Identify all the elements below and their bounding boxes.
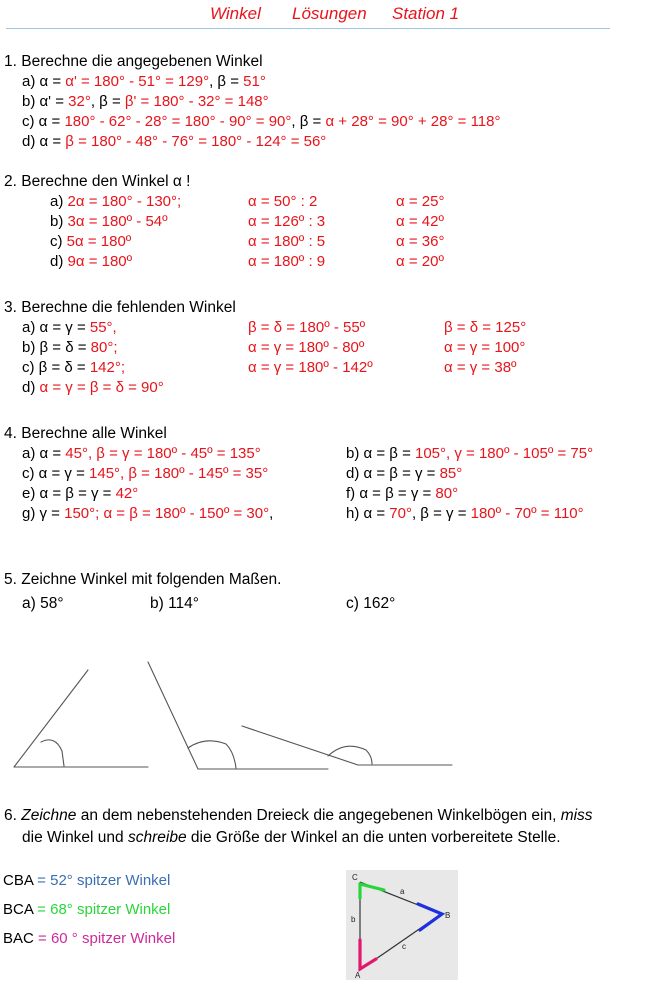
sketch-b-leg	[148, 662, 198, 769]
task2-row-c-result: α = 36°	[396, 233, 445, 250]
task2-row-a: a) 2α = 180° - 130°;	[50, 193, 182, 210]
task3-row-a: a) α = γ = 55°,	[22, 319, 117, 336]
task2-row-a-result: α = 25°	[396, 193, 445, 210]
task2-row-b: b) 3α = 180º - 54º	[50, 213, 168, 230]
task1-a: a) α = α' = 180° - 51° = 129°, β = 51°	[22, 73, 266, 90]
task2-row-d: d) 9α = 180º	[50, 253, 133, 270]
task3-row-b-result: α = γ = 100°	[444, 339, 526, 356]
task4-heading: 4. Berechne alle Winkel	[4, 425, 167, 442]
vertex-b-label: B	[445, 911, 451, 920]
sketch-c-leg	[242, 726, 358, 765]
task3-row-a-result: β = δ = 125°	[444, 319, 527, 336]
header-station: Station 1	[392, 4, 460, 23]
task1-d: d) α = β = 180° - 48° - 76° = 180° - 124° = 56°	[22, 133, 327, 150]
task3-row-b: b) β = δ = 80°;	[22, 339, 118, 356]
legend-bac: BAC = 60 ° spitzer Winkel	[3, 930, 176, 947]
task2-row-a-step: α = 50° : 2	[248, 193, 318, 210]
vertex-a-label: A	[355, 971, 361, 980]
task1-c: c) α = 180° - 62° - 28° = 180° - 90° = 90°, β = α + 28° = 90° + 28° = 118°	[22, 113, 501, 130]
sketch-a-leg	[14, 670, 88, 767]
header-title: Winkel	[210, 4, 261, 23]
angle-sketches	[0, 640, 648, 780]
task4-f: f) α = β = γ = 80°	[346, 485, 459, 502]
task6-line2: die Winkel und schreibe die Größe der Winkel an die unten vorbereitete Stelle.	[22, 829, 561, 846]
vertex-c-label: C	[352, 873, 358, 882]
side-a-label: a	[400, 887, 405, 896]
task2-row-b-step: α = 126º : 3	[248, 213, 326, 230]
task3-row-c-result: α = γ = 38º	[444, 359, 517, 376]
task2-row-c-step: α = 180º : 5	[248, 233, 326, 250]
sketch-c-arc	[328, 746, 372, 764]
task4-b: b) α = β = 105°, γ = 180º - 105º = 75°	[346, 445, 594, 462]
task4-g: g) γ = 150°; α = β = 180º - 150º = 30°,	[22, 505, 274, 522]
task3-heading: 3. Berechne die fehlenden Winkel	[4, 299, 236, 316]
legend-cba: CBA = 52° spitzer Winkel	[3, 872, 171, 889]
side-b-label: b	[351, 915, 356, 924]
task5-c: c) 162°	[346, 595, 396, 612]
header-divider	[6, 28, 610, 29]
task2-row-d-result: α = 20º	[396, 253, 444, 270]
sketch-a-arc	[41, 740, 64, 766]
header-subtitle: Lösungen	[292, 4, 367, 23]
task4-a: a) α = 45°, β = γ = 180º - 45º = 135°	[22, 445, 261, 462]
task2-row-d-step: α = 180º : 9	[248, 253, 326, 270]
side-c-label: c	[402, 942, 406, 951]
task3-row-c-step: α = γ = 180º - 142º	[248, 359, 373, 376]
triangle-figure	[346, 870, 458, 980]
task4-e: e) α = β = γ = 42°	[22, 485, 139, 502]
task4-h: h) α = 70°, β = γ = 180º - 70º = 110°	[346, 505, 584, 522]
task3-row-a-step: β = δ = 180º - 55º	[248, 319, 366, 336]
legend-bca: BCA = 68° spitzer Winkel	[3, 901, 171, 918]
task5-b: b) 114°	[150, 595, 199, 612]
task4-d: d) α = β = γ = 85°	[346, 465, 463, 482]
header	[0, 2, 648, 26]
task1-b: b) α' = 32°, β = β' = 180° - 32° = 148°	[22, 93, 269, 110]
task2-row-c: c) 5α = 180º	[50, 233, 132, 250]
task4-c: c) α = γ = 145°, β = 180º - 145º = 35°	[22, 465, 269, 482]
task3-row-b-step: α = γ = 180º - 80º	[248, 339, 365, 356]
task5-heading: 5. Zeichne Winkel mit folgenden Maßen.	[4, 571, 282, 588]
task3-row-c: c) β = δ = 142°;	[22, 359, 126, 376]
task3-row-d: d) α = γ = β = δ = 90°	[22, 379, 164, 396]
task2-row-b-result: α = 42º	[396, 213, 444, 230]
task2-heading: 2. Berechne den Winkel α !	[4, 173, 191, 190]
task6-line1: 6. Zeichne an dem nebenstehenden Dreieck die angegebenen Winkelbögen ein, miss	[4, 807, 593, 824]
task1-heading: 1. Berechne die angegebenen Winkel	[4, 53, 263, 70]
task5-a: a) 58°	[22, 595, 64, 612]
